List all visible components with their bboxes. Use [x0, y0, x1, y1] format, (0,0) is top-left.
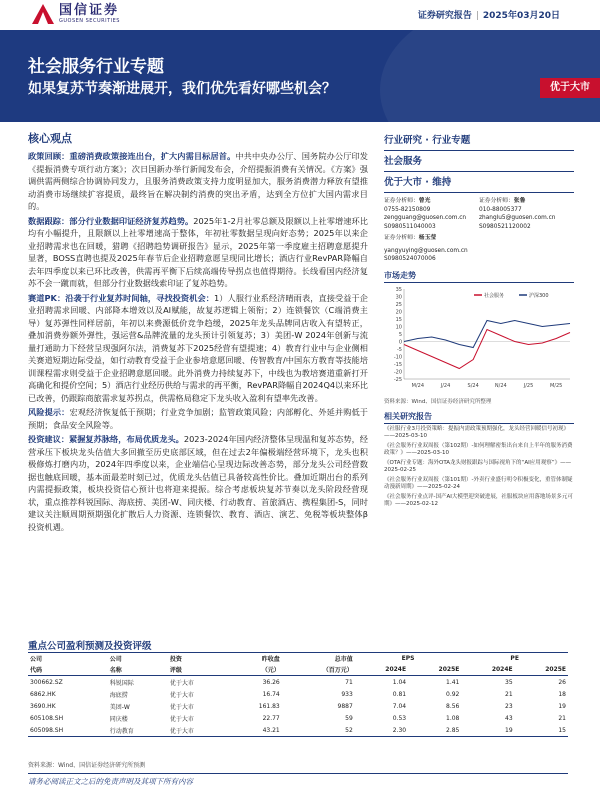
- table-cell: 43: [505, 714, 513, 722]
- x-tick-label: J/25: [523, 382, 534, 389]
- para-advice: 投资建议：紧握复苏脉络，布局优质龙头。2023-2024年国内经济整体呈现温和复苏态势，经营承压下板块龙头估值大多回撤至历史底部区域，但在过去2年偏极端经营环境下，龙头也积极修炼打磨内功，2024年四季度以来，企业端信心呈现边际改善态势，部分龙头公司经营数据也触底回暖，基本面最差时刻已过，优质龙头估值已具备较高性价比。叠加近期出台的系列内需提振政策，板块投资信心预计也将迎来提振。综合考虑板块复苏节奏以龙头阶段经营现状，重点推荐科锐国际、海底捞、美团-W、同庆楼、行动教育、首旅酒店、携程集团-S，同时建议关注顺周期预期强化扩散后人力资源、连锁餐饮、教育、酒店、演艺、免税等板块整体β投资机遇。: [28, 434, 368, 532]
- table-cell: 71: [345, 678, 353, 686]
- x-tick-label: M/25: [549, 382, 563, 389]
- report-type: 证券研究报告: [417, 11, 472, 21]
- market-chart: [384, 285, 574, 395]
- table-cell: 3690.HK: [30, 702, 56, 710]
- table-row: [28, 700, 568, 712]
- rating-badge: 优于大市: [540, 78, 600, 98]
- related-item[interactable]: 《OTA行业专题：海外OTA龙头财报跟踪与国际视角下的“AI应用观察”》——2025-02-25: [384, 459, 572, 473]
- table-cell: 36.26: [262, 678, 280, 686]
- y-tick-label: -20: [393, 368, 402, 375]
- table-row: [28, 676, 568, 689]
- title-banner: [0, 30, 600, 122]
- y-tick-label: -10: [393, 353, 402, 360]
- related-item[interactable]: 《社服行业3月投资策略：提振内需政策预期强化，龙头经营回暖信号初现》——2025-03-10: [384, 425, 570, 439]
- rating-line: 优于大市 · 维持: [384, 177, 452, 188]
- table-cell: 59: [345, 714, 353, 722]
- table-cell: 19: [461, 724, 514, 737]
- table-cell: 43.21: [228, 724, 282, 737]
- report-title: 社会服务行业专题: [28, 57, 164, 77]
- guosen-logo: [32, 4, 120, 24]
- table-cell: 1.04: [392, 678, 407, 686]
- table-cell: 23: [505, 702, 513, 710]
- sector-name: 社会服务: [384, 156, 423, 167]
- table-cell: 21: [505, 690, 513, 698]
- series-line-0: [404, 329, 570, 368]
- chart-source: 资料来源：Wind、国信证券经济研究所整理: [384, 398, 492, 405]
- core-title: 核心观点: [28, 132, 72, 145]
- table-cell: 21: [558, 714, 566, 722]
- related-item[interactable]: 《社会服务行业双周报（第101期）-外卖行业盛行明令积极变化，重管体制疑动漫新周期》——2025-02-24: [384, 476, 573, 490]
- y-tick-label: -25: [393, 376, 402, 383]
- table-cell: 300662.SZ: [30, 678, 63, 686]
- table-cell: 优于大市: [169, 715, 194, 723]
- related-title: 相关研究报告: [384, 411, 432, 421]
- table-cell: 35: [505, 678, 513, 686]
- related-list: [384, 426, 574, 509]
- report-subtitle: 如果复苏节奏渐进展开，我们优先看好哪些机会？: [28, 81, 336, 97]
- y-tick-label: 0: [398, 338, 402, 345]
- table-cell: 优于大市: [169, 679, 194, 687]
- table-cell: 16.74: [262, 690, 280, 698]
- table-cell: 行动教育: [108, 724, 168, 737]
- table-cell: 1.08: [446, 714, 460, 722]
- table-cell: 15: [515, 724, 568, 737]
- related-item[interactable]: 《社会服务行业双周报（第102期）-如何理解密集出台来自上半年的服务消费政策？》——2025-03-10: [384, 442, 573, 456]
- related-item[interactable]: 《社会服务行业点评-国产AI大模型迎突破进展，社服板块应用落地场景多元可期》——2025-02-12: [384, 493, 573, 507]
- y-tick-label: 5: [398, 331, 402, 338]
- table-cell: 同庆楼: [109, 715, 128, 723]
- legend-label: 社会服务: [484, 292, 505, 299]
- table-cell: 605108.SH: [30, 714, 64, 722]
- core-views: [28, 128, 368, 535]
- table-cell: 科锐国际: [109, 679, 134, 687]
- report-meta: 证券研究报告 | 2025年03月20日: [417, 11, 560, 21]
- y-tick-label: 25: [395, 301, 402, 308]
- legend-label: 沪深300: [529, 292, 549, 299]
- y-tick-label: 15: [395, 316, 402, 323]
- table-title: 重点公司盈利预测及投资评级: [28, 641, 152, 652]
- table-cell: 933: [341, 690, 353, 698]
- table-cell: 19: [558, 702, 566, 710]
- table-cell: 22.77: [262, 714, 280, 722]
- table-cell: 优于大市: [169, 703, 194, 711]
- x-tick-label: S/24: [467, 382, 479, 389]
- para-policy: 政策回顾：重磅消费政策接连出台，扩大内需目标居首。中共中央办公厅、国务院办公厅印发《提振消费专项行动方案》；次日国新办举行新闻发布会，介绍提振消费有关情况。《方案》强调供需两侧综合协调协同发力，且服务消费政策支持力度明显加大，服务消费潜力释放有望推动消费市场继续扩容提质，最终旨在解决制约消费的突出矛盾，达到全方位扩大国内需求目的。: [28, 151, 368, 211]
- y-tick-label: 20: [395, 308, 402, 315]
- table-source: 资料来源：Wind、国信证券经济研究所预测: [28, 762, 146, 769]
- table-row: [28, 712, 568, 724]
- sidebar: [384, 134, 574, 509]
- report-date: 2025年03月20日: [482, 11, 560, 21]
- table-cell: 优于大市: [169, 691, 194, 699]
- table-cell: 18: [558, 690, 566, 698]
- table-cell: 8.56: [446, 702, 460, 710]
- x-tick-label: J/24: [440, 382, 451, 389]
- y-tick-label: -5: [397, 346, 402, 353]
- para-data: 数据跟踪：部分行业数据印证经济复苏趋势。2025年1-2月社零总额及限额以上社零增速环比均有小幅提升，且限额以上社零增速高于整体，年初社零数据呈现向好态势；2025年以来企业招聘需求也在回暖，猎聘《招聘趋势调研报告》显示，2025年第一季度雇主招聘意愿提升显著，BOSS直聘也提及2025年春节后企业招聘意愿呈现同比增长；酒店行业RevPAR降幅自去年四季度以来已环比改善，供需再平衡下后续高端传导拐点也值得期待。长线看国内经济复苏不会一蹴而就，但部分行业数据线索印证了复苏趋势。: [28, 215, 368, 288]
- y-tick-label: 10: [395, 323, 402, 330]
- table-cell: 0.81: [392, 690, 407, 698]
- footer-disclaimer[interactable]: 请务必阅读正文之后的免责声明及其项下所有内容: [28, 777, 193, 786]
- table-row: [28, 724, 568, 737]
- table-cell: 9887: [337, 702, 353, 710]
- table-head-row-1: 公司 公司 投资 昨收盘 总市值 EPS PE: [28, 653, 568, 665]
- table-cell: 优于大市: [168, 724, 228, 737]
- table-cell: 6862.HK: [30, 690, 56, 698]
- market-title: 市场走势: [384, 270, 416, 280]
- industry-line: 行业研究 · 行业专题: [384, 135, 471, 146]
- table-cell: 0.92: [446, 690, 460, 698]
- market-chart-svg: [384, 285, 574, 395]
- top-bar: [0, 0, 600, 30]
- table-cell: 26: [558, 678, 566, 686]
- table-cell: 2.85: [408, 724, 461, 737]
- para-track: 赛道PK：沿袭于行业复苏时间轴，寻找投资机会：1）人服行业系经济晴雨表，直接受益于企业招聘需求回暖、内部降本增效以及AI赋能，故复苏逻辑上领衔；2）连锁餐饮（C端消费主导）复苏弹性同样居前，年初以来费源低价竞争趋缓，2025年龙头品牌同店收入有望转正，叠加消费券额外弹性，强运营&品牌流量的龙头预计引领复苏；3）美团-W 2024年创新与流量打通助力下经营呈现强阿尔法，消费复苏下2025经营有望提速；4）教育行业中与企业侧相关赛道短期边际受益，如行动教育受益于企业参培意愿回暖、传智教育/中国东方教育等技能培训课程需求则受益于企业招聘意愿回暖。此外消费力持续复苏下，中线也为教培赛道重新打开高确化和提价空间；5）酒店行业经历供给与需求的再平衡，RevPAR降幅自2024Q4以来环比已改善，仍跟踪商旅需求复苏拐点，供需格局稳定下龙头收入盈利有望率先改善。: [28, 292, 368, 403]
- table-row: [28, 688, 568, 700]
- y-tick-label: 35: [395, 286, 402, 293]
- analyst-3: 证券分析师：杨玉莹 yangyuying@guosen.com.cn S0980524070006: [384, 235, 468, 262]
- table-cell: 2.30: [355, 724, 408, 737]
- analyst-2: 证券分析师：张鲁 010-88005377 zhanglu5@guosen.com.cn S0980521120002: [479, 198, 556, 230]
- logo-mark-icon: [32, 4, 54, 24]
- table-cell: 52: [282, 724, 355, 737]
- logo-en: GUOSEN SECURITIES: [59, 18, 120, 24]
- table-cell: 605098.SH: [28, 724, 108, 737]
- analyst-row: [384, 197, 574, 231]
- y-tick-label: -15: [393, 361, 402, 368]
- x-tick-label: M/24: [411, 382, 425, 389]
- table-cell: 1.41: [446, 678, 460, 686]
- table-head-row-2: 代码 名称 评级 （元） （百万元） 2024E 2025E 2024E 2025E: [30, 666, 566, 674]
- y-tick-label: 30: [395, 293, 402, 300]
- table-cell: 美团-W: [109, 703, 130, 711]
- table-cell: 0.53: [392, 714, 407, 722]
- forecast-table: [28, 652, 568, 737]
- logo-cn: 国信证券: [59, 3, 120, 18]
- x-tick-label: N/24: [494, 382, 507, 389]
- analyst-1: 证券分析师：曾光 0755-82150809 zengguang@guosen.com.cn S0980511040003: [384, 198, 467, 230]
- series-line-1: [404, 320, 570, 347]
- table-cell: 161.83: [258, 702, 280, 710]
- para-risk: 风险提示：宏观经济恢复低于预期；行业竞争加剧；监管政策风险；内部孵化、外延并购低于预期；食品安全风险等。: [28, 407, 368, 430]
- table-cell: 7.04: [392, 702, 407, 710]
- table-cell: 海底捞: [109, 691, 128, 699]
